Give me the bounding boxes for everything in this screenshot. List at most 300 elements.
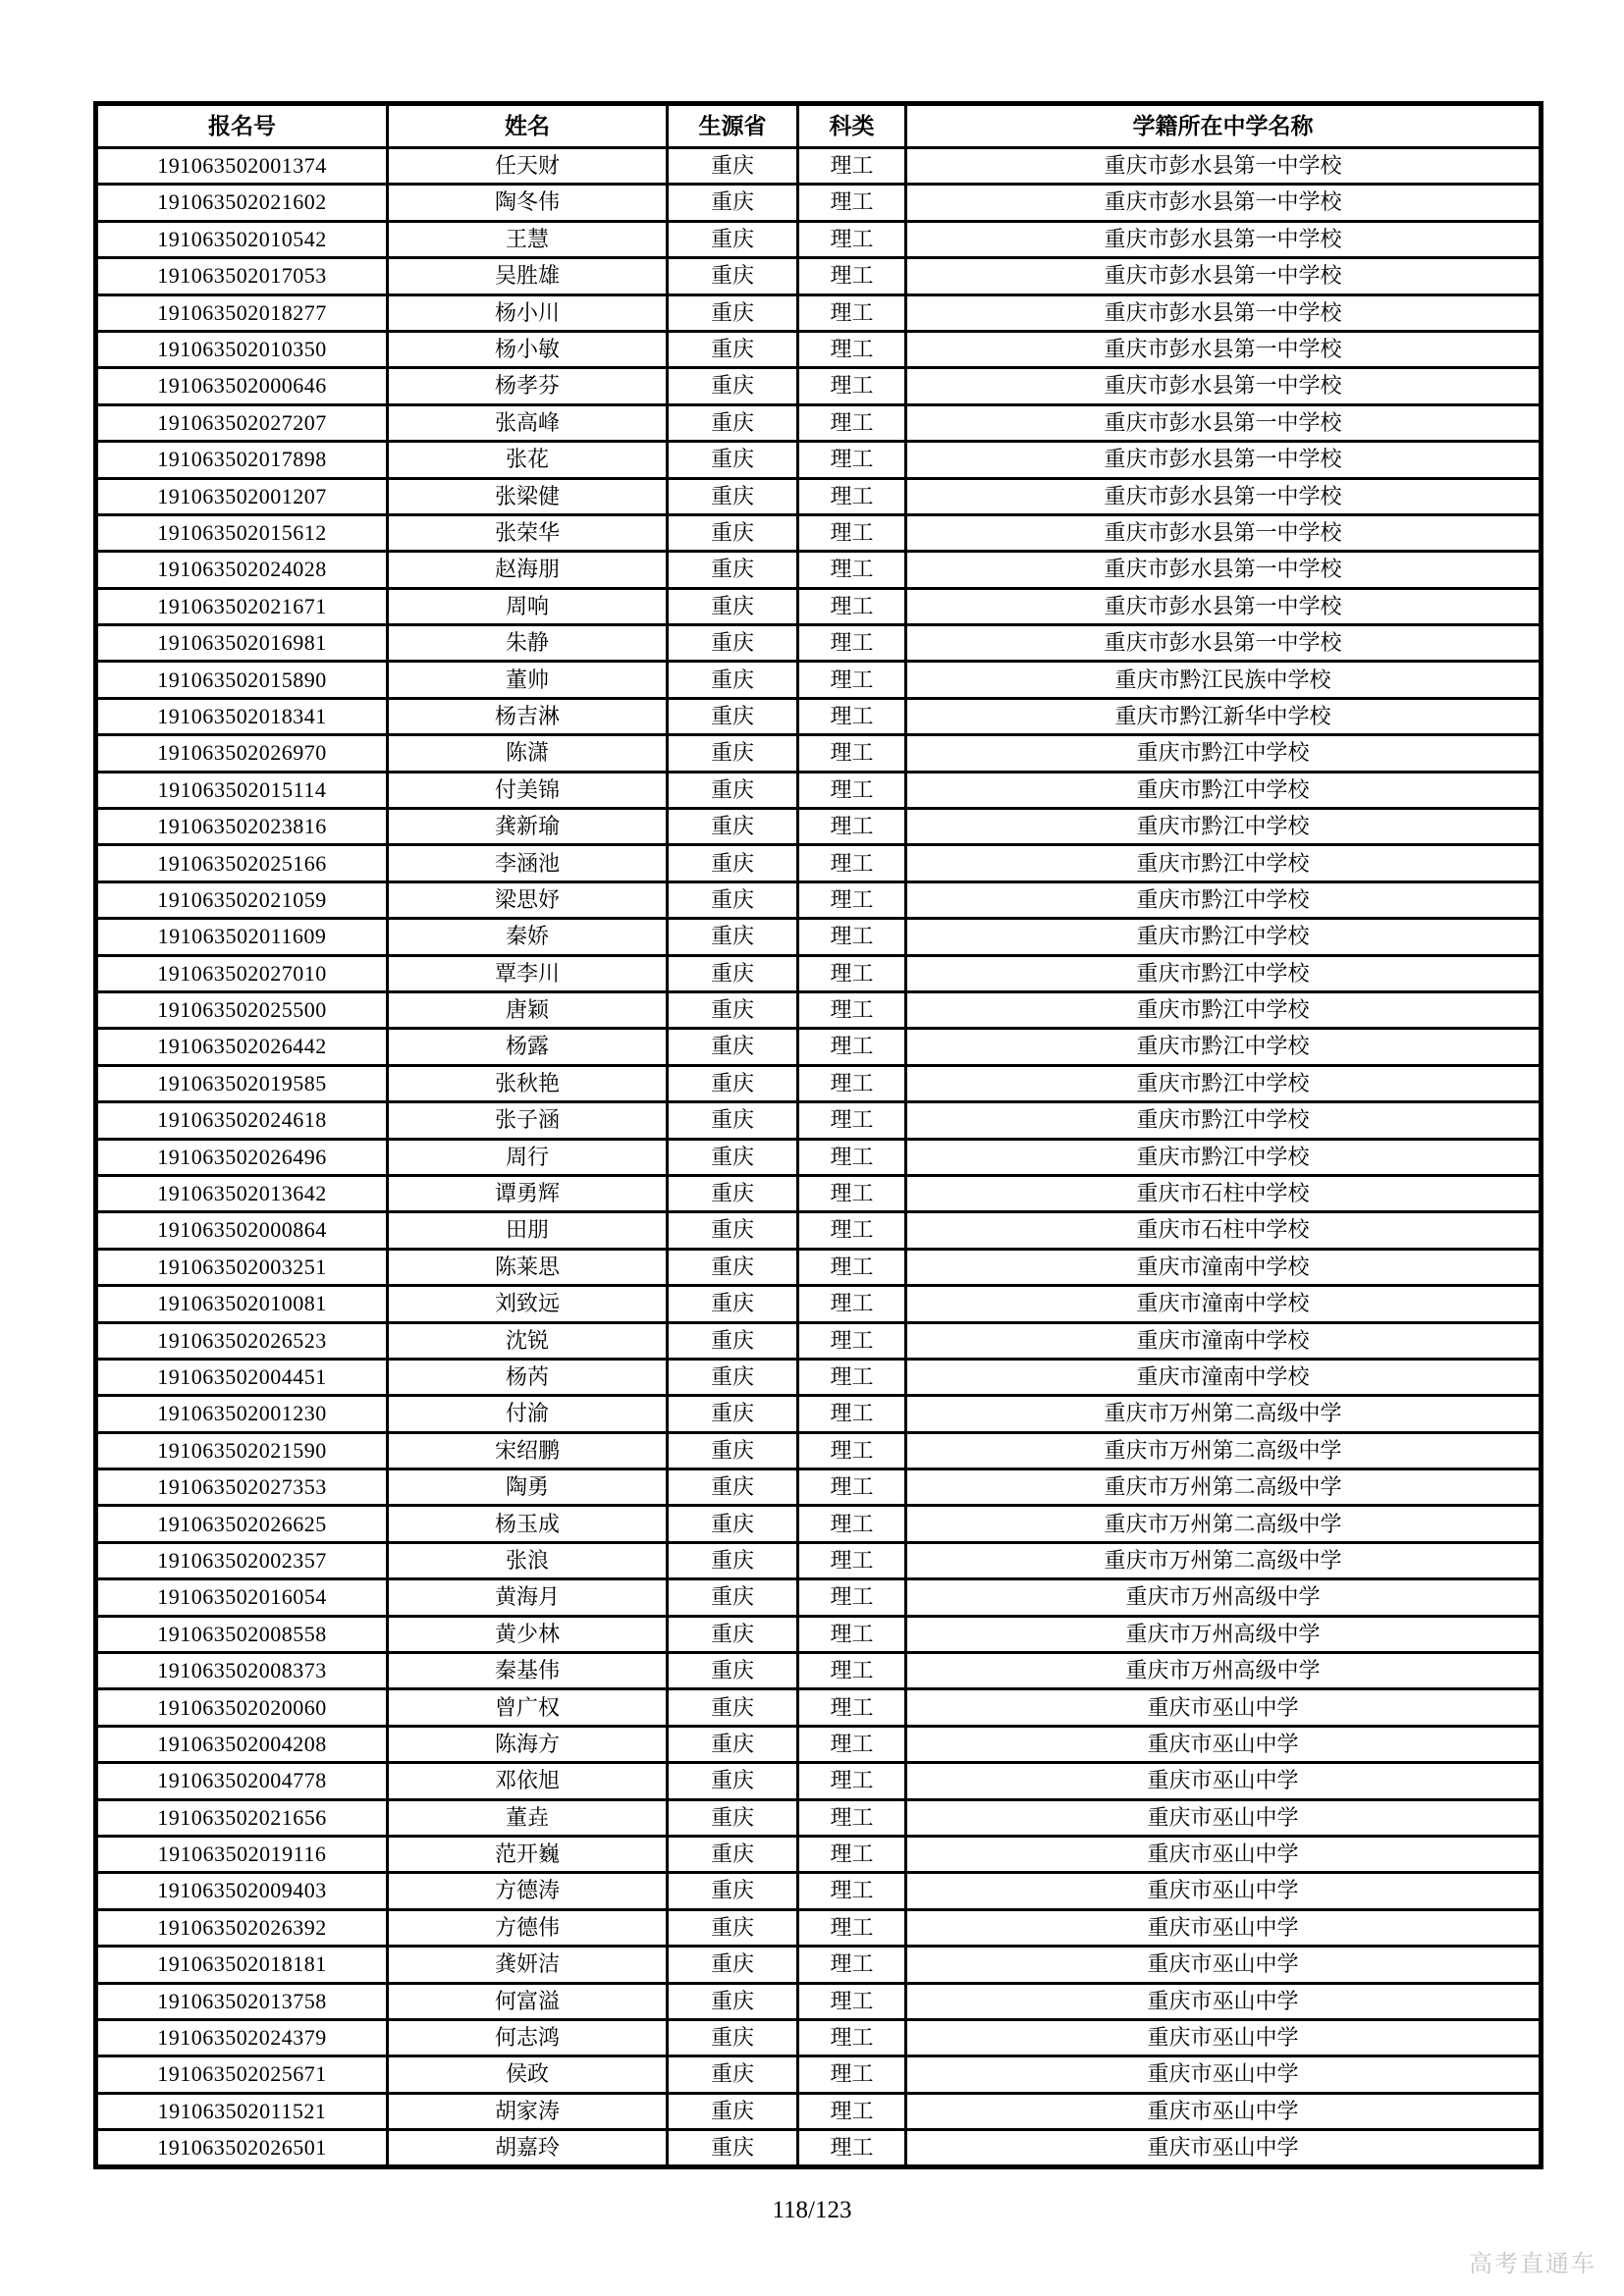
cell-province: 重庆 <box>668 1249 798 1285</box>
table-row <box>96 368 1542 404</box>
cell-name: 何富溢 <box>388 1983 668 2019</box>
cell-category: 理工 <box>798 2130 906 2167</box>
cell-school: 重庆市彭水县第一中学校 <box>906 404 1542 441</box>
table-row <box>96 1836 1542 1872</box>
cell-reg-no: 191063502002357 <box>96 1542 388 1578</box>
cell-category: 理工 <box>798 1653 906 1689</box>
cell-province: 重庆 <box>668 698 798 734</box>
cell-school: 重庆市黔江民族中学校 <box>906 662 1542 698</box>
cell-province: 重庆 <box>668 1653 798 1689</box>
cell-name: 秦基伟 <box>388 1653 668 1689</box>
cell-category: 理工 <box>798 845 906 881</box>
cell-name: 陈莱思 <box>388 1249 668 1285</box>
table-row <box>96 1542 1542 1578</box>
cell-province: 重庆 <box>668 1469 798 1506</box>
cell-reg-no: 191063502026496 <box>96 1139 388 1175</box>
cell-province: 重庆 <box>668 1616 798 1652</box>
cell-name: 杨露 <box>388 1029 668 1065</box>
cell-reg-no: 191063502004778 <box>96 1763 388 1799</box>
cell-school: 重庆市石柱中学校 <box>906 1212 1542 1249</box>
cell-category: 理工 <box>798 991 906 1028</box>
cell-province: 重庆 <box>668 1689 798 1726</box>
cell-name: 王慧 <box>388 221 668 257</box>
table-row <box>96 772 1542 808</box>
cell-category: 理工 <box>798 1286 906 1322</box>
cell-reg-no: 191063502010542 <box>96 221 388 257</box>
cell-name: 陶冬伟 <box>388 185 668 221</box>
cell-name: 陈海方 <box>388 1726 668 1762</box>
cell-reg-no: 191063502015114 <box>96 772 388 808</box>
column-header-reg-no: 报名号 <box>96 104 388 148</box>
cell-school: 重庆市黔江中学校 <box>906 1102 1542 1139</box>
table-row <box>96 221 1542 257</box>
cell-reg-no: 191063502025500 <box>96 991 388 1028</box>
cell-reg-no: 191063502019585 <box>96 1065 388 1101</box>
cell-province: 重庆 <box>668 1212 798 1249</box>
cell-province: 重庆 <box>668 772 798 808</box>
table-row <box>96 1506 1542 1542</box>
cell-name: 谭勇辉 <box>388 1175 668 1211</box>
cell-school: 重庆市彭水县第一中学校 <box>906 148 1542 185</box>
cell-reg-no: 191063502016054 <box>96 1579 388 1616</box>
cell-province: 重庆 <box>668 1873 798 1909</box>
cell-school: 重庆市石柱中学校 <box>906 1175 1542 1211</box>
cell-reg-no: 191063502027353 <box>96 1469 388 1506</box>
cell-reg-no: 191063502004451 <box>96 1359 388 1395</box>
table-row <box>96 1286 1542 1322</box>
cell-school: 重庆市巫山中学 <box>906 2093 1542 2129</box>
cell-name: 范开巍 <box>388 1836 668 1872</box>
cell-province: 重庆 <box>668 185 798 221</box>
table-row <box>96 1983 1542 2019</box>
cell-province: 重庆 <box>668 2019 798 2056</box>
cell-name: 黄少林 <box>388 1616 668 1652</box>
cell-category: 理工 <box>798 2056 906 2093</box>
cell-category: 理工 <box>798 625 906 662</box>
cell-reg-no: 191063502009403 <box>96 1873 388 1909</box>
table-row <box>96 845 1542 881</box>
cell-province: 重庆 <box>668 1506 798 1542</box>
cell-category: 理工 <box>798 1616 906 1652</box>
cell-category: 理工 <box>798 881 906 918</box>
cell-name: 杨孝芬 <box>388 368 668 404</box>
cell-category: 理工 <box>798 1322 906 1359</box>
cell-reg-no: 191063502003251 <box>96 1249 388 1285</box>
cell-province: 重庆 <box>668 1947 798 1983</box>
cell-category: 理工 <box>798 1542 906 1578</box>
table-row <box>96 1396 1542 1432</box>
cell-reg-no: 191063502023816 <box>96 809 388 845</box>
cell-name: 张子涵 <box>388 1102 668 1139</box>
cell-name: 朱静 <box>388 625 668 662</box>
cell-name: 何志鸿 <box>388 2019 668 2056</box>
cell-province: 重庆 <box>668 881 798 918</box>
cell-category: 理工 <box>798 772 906 808</box>
cell-category: 理工 <box>798 1763 906 1799</box>
cell-province: 重庆 <box>668 1286 798 1322</box>
cell-school: 重庆市万州高级中学 <box>906 1616 1542 1652</box>
cell-reg-no: 191063502026970 <box>96 735 388 772</box>
cell-category: 理工 <box>798 1359 906 1395</box>
cell-name: 张花 <box>388 442 668 478</box>
cell-category: 理工 <box>798 919 906 955</box>
cell-category: 理工 <box>798 478 906 514</box>
cell-name: 吴胜雄 <box>388 258 668 294</box>
cell-school: 重庆市黔江中学校 <box>906 991 1542 1028</box>
cell-name: 梁思妤 <box>388 881 668 918</box>
cell-reg-no: 191063502011609 <box>96 919 388 955</box>
cell-province: 重庆 <box>668 1909 798 1946</box>
cell-province: 重庆 <box>668 1065 798 1101</box>
table-row <box>96 588 1542 624</box>
cell-category: 理工 <box>798 1689 906 1726</box>
cell-reg-no: 191063502021059 <box>96 881 388 918</box>
cell-school: 重庆市巫山中学 <box>906 2056 1542 2093</box>
table-row <box>96 1102 1542 1139</box>
cell-category: 理工 <box>798 404 906 441</box>
cell-school: 重庆市巫山中学 <box>906 2130 1542 2167</box>
cell-category: 理工 <box>798 1139 906 1175</box>
cell-province: 重庆 <box>668 955 798 991</box>
cell-category: 理工 <box>798 1947 906 1983</box>
cell-category: 理工 <box>798 294 906 331</box>
cell-reg-no: 191063502000646 <box>96 368 388 404</box>
table-row <box>96 662 1542 698</box>
cell-name: 杨小川 <box>388 294 668 331</box>
cell-reg-no: 191063502015890 <box>96 662 388 698</box>
cell-category: 理工 <box>798 588 906 624</box>
cell-category: 理工 <box>798 1983 906 2019</box>
table-row <box>96 1653 1542 1689</box>
table-row <box>96 881 1542 918</box>
cell-reg-no: 191063502013758 <box>96 1983 388 2019</box>
column-header-province: 生源省 <box>668 104 798 148</box>
table-row <box>96 809 1542 845</box>
cell-province: 重庆 <box>668 625 798 662</box>
cell-category: 理工 <box>798 1836 906 1872</box>
cell-school: 重庆市彭水县第一中学校 <box>906 625 1542 662</box>
cell-name: 张秋艳 <box>388 1065 668 1101</box>
cell-school: 重庆市巫山中学 <box>906 1726 1542 1762</box>
cell-name: 胡家涛 <box>388 2093 668 2129</box>
cell-category: 理工 <box>798 662 906 698</box>
table-row <box>96 1763 1542 1799</box>
table-row <box>96 955 1542 991</box>
cell-province: 重庆 <box>668 1799 798 1836</box>
cell-name: 赵海朋 <box>388 552 668 588</box>
cell-reg-no: 191063502001374 <box>96 148 388 185</box>
cell-reg-no: 191063502020060 <box>96 1689 388 1726</box>
cell-name: 陶勇 <box>388 1469 668 1506</box>
cell-reg-no: 191063502021656 <box>96 1799 388 1836</box>
cell-reg-no: 191063502018277 <box>96 294 388 331</box>
cell-category: 理工 <box>798 735 906 772</box>
cell-reg-no: 191063502000864 <box>96 1212 388 1249</box>
cell-school: 重庆市彭水县第一中学校 <box>906 221 1542 257</box>
cell-province: 重庆 <box>668 1763 798 1799</box>
cell-reg-no: 191063502008558 <box>96 1616 388 1652</box>
cell-name: 田朋 <box>388 1212 668 1249</box>
cell-category: 理工 <box>798 1799 906 1836</box>
cell-province: 重庆 <box>668 1836 798 1872</box>
cell-province: 重庆 <box>668 1542 798 1578</box>
table-row <box>96 2093 1542 2129</box>
cell-reg-no: 191063502026523 <box>96 1322 388 1359</box>
cell-category: 理工 <box>798 1102 906 1139</box>
cell-reg-no: 191063502018341 <box>96 698 388 734</box>
cell-name: 张浪 <box>388 1542 668 1578</box>
cell-reg-no: 191063502026501 <box>96 2130 388 2167</box>
cell-reg-no: 191063502024028 <box>96 552 388 588</box>
table-row <box>96 514 1542 551</box>
cell-school: 重庆市潼南中学校 <box>906 1286 1542 1322</box>
table-row <box>96 735 1542 772</box>
table-header <box>96 104 1542 148</box>
cell-school: 重庆市潼南中学校 <box>906 1249 1542 1285</box>
cell-school: 重庆市黔江中学校 <box>906 772 1542 808</box>
cell-school: 重庆市彭水县第一中学校 <box>906 478 1542 514</box>
cell-category: 理工 <box>798 1065 906 1101</box>
table-row <box>96 1799 1542 1836</box>
cell-category: 理工 <box>798 368 906 404</box>
cell-reg-no: 191063502021590 <box>96 1432 388 1468</box>
cell-category: 理工 <box>798 185 906 221</box>
cell-school: 重庆市潼南中学校 <box>906 1322 1542 1359</box>
cell-province: 重庆 <box>668 1726 798 1762</box>
cell-name: 张荣华 <box>388 514 668 551</box>
cell-name: 侯政 <box>388 2056 668 2093</box>
cell-reg-no: 191063502011521 <box>96 2093 388 2129</box>
cell-name: 任天财 <box>388 148 668 185</box>
cell-reg-no: 191063502025671 <box>96 2056 388 2093</box>
page-number: 118/123 <box>772 2197 852 2223</box>
cell-school: 重庆市巫山中学 <box>906 1799 1542 1836</box>
cell-name: 龚妍洁 <box>388 1947 668 1983</box>
cell-name: 黄海月 <box>388 1579 668 1616</box>
table-row <box>96 1726 1542 1762</box>
table-row <box>96 1249 1542 1285</box>
cell-reg-no: 191063502010081 <box>96 1286 388 1322</box>
cell-category: 理工 <box>798 442 906 478</box>
cell-province: 重庆 <box>668 1102 798 1139</box>
table-row <box>96 1689 1542 1726</box>
table-row <box>96 331 1542 367</box>
cell-category: 理工 <box>798 1469 906 1506</box>
cell-name: 龚新瑜 <box>388 809 668 845</box>
cell-name: 宋绍鹏 <box>388 1432 668 1468</box>
cell-school: 重庆市黔江中学校 <box>906 809 1542 845</box>
table-row <box>96 258 1542 294</box>
cell-school: 重庆市万州高级中学 <box>906 1653 1542 1689</box>
table-row <box>96 552 1542 588</box>
cell-category: 理工 <box>798 1506 906 1542</box>
table-row <box>96 404 1542 441</box>
cell-category: 理工 <box>798 2019 906 2056</box>
cell-school: 重庆市彭水县第一中学校 <box>906 368 1542 404</box>
cell-province: 重庆 <box>668 919 798 955</box>
cell-name: 周行 <box>388 1139 668 1175</box>
cell-school: 重庆市彭水县第一中学校 <box>906 258 1542 294</box>
column-header-school: 学籍所在中学名称 <box>906 104 1542 148</box>
cell-category: 理工 <box>798 1029 906 1065</box>
cell-name: 董垚 <box>388 1799 668 1836</box>
cell-reg-no: 191063502018181 <box>96 1947 388 1983</box>
cell-school: 重庆市彭水县第一中学校 <box>906 185 1542 221</box>
cell-name: 张梁健 <box>388 478 668 514</box>
cell-category: 理工 <box>798 1873 906 1909</box>
cell-province: 重庆 <box>668 1139 798 1175</box>
cell-school: 重庆市巫山中学 <box>906 1983 1542 2019</box>
cell-school: 重庆市巫山中学 <box>906 1763 1542 1799</box>
cell-reg-no: 191063502015612 <box>96 514 388 551</box>
cell-province: 重庆 <box>668 809 798 845</box>
table-row <box>96 625 1542 662</box>
cell-reg-no: 191063502026442 <box>96 1029 388 1065</box>
cell-name: 胡嘉玲 <box>388 2130 668 2167</box>
cell-name: 杨小敏 <box>388 331 668 367</box>
cell-school: 重庆市巫山中学 <box>906 1947 1542 1983</box>
cell-category: 理工 <box>798 1909 906 1946</box>
cell-province: 重庆 <box>668 662 798 698</box>
cell-province: 重庆 <box>668 1175 798 1211</box>
cell-category: 理工 <box>798 148 906 185</box>
watermark-text: 高考直通车 <box>1469 2251 1597 2277</box>
cell-school: 重庆市万州第二高级中学 <box>906 1542 1542 1578</box>
table-row <box>96 1065 1542 1101</box>
cell-province: 重庆 <box>668 148 798 185</box>
table-row <box>96 1359 1542 1395</box>
cell-school: 重庆市黔江新华中学校 <box>906 698 1542 734</box>
table-row <box>96 1322 1542 1359</box>
cell-reg-no: 191063502025166 <box>96 845 388 881</box>
table-row <box>96 2019 1542 2056</box>
cell-province: 重庆 <box>668 514 798 551</box>
cell-category: 理工 <box>798 552 906 588</box>
cell-reg-no: 191063502017053 <box>96 258 388 294</box>
cell-reg-no: 191063502027010 <box>96 955 388 991</box>
cell-school: 重庆市黔江中学校 <box>906 1139 1542 1175</box>
cell-reg-no: 191063502004208 <box>96 1726 388 1762</box>
column-header-category: 科类 <box>798 104 906 148</box>
cell-province: 重庆 <box>668 368 798 404</box>
cell-reg-no: 191063502017898 <box>96 442 388 478</box>
cell-name: 杨芮 <box>388 1359 668 1395</box>
cell-school: 重庆市黔江中学校 <box>906 845 1542 881</box>
cell-category: 理工 <box>798 955 906 991</box>
table-row <box>96 1579 1542 1616</box>
table-row <box>96 991 1542 1028</box>
cell-province: 重庆 <box>668 845 798 881</box>
cell-name: 张高峰 <box>388 404 668 441</box>
cell-school: 重庆市万州第二高级中学 <box>906 1432 1542 1468</box>
table-row <box>96 478 1542 514</box>
cell-school: 重庆市万州第二高级中学 <box>906 1469 1542 1506</box>
table-row <box>96 919 1542 955</box>
cell-province: 重庆 <box>668 1359 798 1395</box>
cell-province: 重庆 <box>668 331 798 367</box>
cell-reg-no: 191063502026392 <box>96 1909 388 1946</box>
student-roster-table <box>93 101 1543 2169</box>
cell-name: 邓依旭 <box>388 1763 668 1799</box>
cell-reg-no: 191063502021671 <box>96 588 388 624</box>
cell-reg-no: 191063502019116 <box>96 1836 388 1872</box>
cell-province: 重庆 <box>668 258 798 294</box>
cell-province: 重庆 <box>668 2130 798 2167</box>
table-row <box>96 1432 1542 1468</box>
cell-province: 重庆 <box>668 1396 798 1432</box>
cell-category: 理工 <box>798 1432 906 1468</box>
cell-school: 重庆市彭水县第一中学校 <box>906 331 1542 367</box>
cell-name: 曾广权 <box>388 1689 668 1726</box>
cell-school: 重庆市万州第二高级中学 <box>906 1506 1542 1542</box>
cell-category: 理工 <box>798 1579 906 1616</box>
cell-category: 理工 <box>798 1726 906 1762</box>
cell-name: 董帅 <box>388 662 668 698</box>
cell-school: 重庆市彭水县第一中学校 <box>906 552 1542 588</box>
cell-category: 理工 <box>798 258 906 294</box>
cell-category: 理工 <box>798 1249 906 1285</box>
cell-category: 理工 <box>798 221 906 257</box>
cell-school: 重庆市彭水县第一中学校 <box>906 514 1542 551</box>
table-row <box>96 1616 1542 1652</box>
table-row <box>96 1139 1542 1175</box>
cell-province: 重庆 <box>668 1322 798 1359</box>
table-row <box>96 185 1542 221</box>
cell-category: 理工 <box>798 1175 906 1211</box>
cell-province: 重庆 <box>668 478 798 514</box>
cell-school: 重庆市黔江中学校 <box>906 735 1542 772</box>
cell-school: 重庆市巫山中学 <box>906 2019 1542 2056</box>
cell-school: 重庆市巫山中学 <box>906 1689 1542 1726</box>
table-row <box>96 2056 1542 2093</box>
cell-province: 重庆 <box>668 221 798 257</box>
cell-name: 周响 <box>388 588 668 624</box>
cell-province: 重庆 <box>668 588 798 624</box>
cell-province: 重庆 <box>668 2093 798 2129</box>
cell-province: 重庆 <box>668 442 798 478</box>
table-row <box>96 2130 1542 2167</box>
cell-category: 理工 <box>798 809 906 845</box>
table-row <box>96 1909 1542 1946</box>
cell-reg-no: 191063502027207 <box>96 404 388 441</box>
cell-province: 重庆 <box>668 1432 798 1468</box>
table-body <box>96 148 1542 2167</box>
cell-province: 重庆 <box>668 294 798 331</box>
table-row <box>96 148 1542 185</box>
cell-province: 重庆 <box>668 991 798 1028</box>
cell-school: 重庆市彭水县第一中学校 <box>906 442 1542 478</box>
table-row <box>96 442 1542 478</box>
cell-name: 方德涛 <box>388 1873 668 1909</box>
cell-reg-no: 191063502001207 <box>96 478 388 514</box>
table-row <box>96 1029 1542 1065</box>
cell-school: 重庆市黔江中学校 <box>906 881 1542 918</box>
cell-category: 理工 <box>798 514 906 551</box>
cell-province: 重庆 <box>668 552 798 588</box>
cell-name: 杨玉成 <box>388 1506 668 1542</box>
table-row <box>96 1212 1542 1249</box>
cell-reg-no: 191063502021602 <box>96 185 388 221</box>
cell-reg-no: 191063502024379 <box>96 2019 388 2056</box>
cell-reg-no: 191063502001230 <box>96 1396 388 1432</box>
cell-province: 重庆 <box>668 404 798 441</box>
cell-province: 重庆 <box>668 735 798 772</box>
cell-reg-no: 191063502010350 <box>96 331 388 367</box>
cell-school: 重庆市彭水县第一中学校 <box>906 588 1542 624</box>
cell-province: 重庆 <box>668 1029 798 1065</box>
cell-name: 付渝 <box>388 1396 668 1432</box>
cell-school: 重庆市黔江中学校 <box>906 1065 1542 1101</box>
